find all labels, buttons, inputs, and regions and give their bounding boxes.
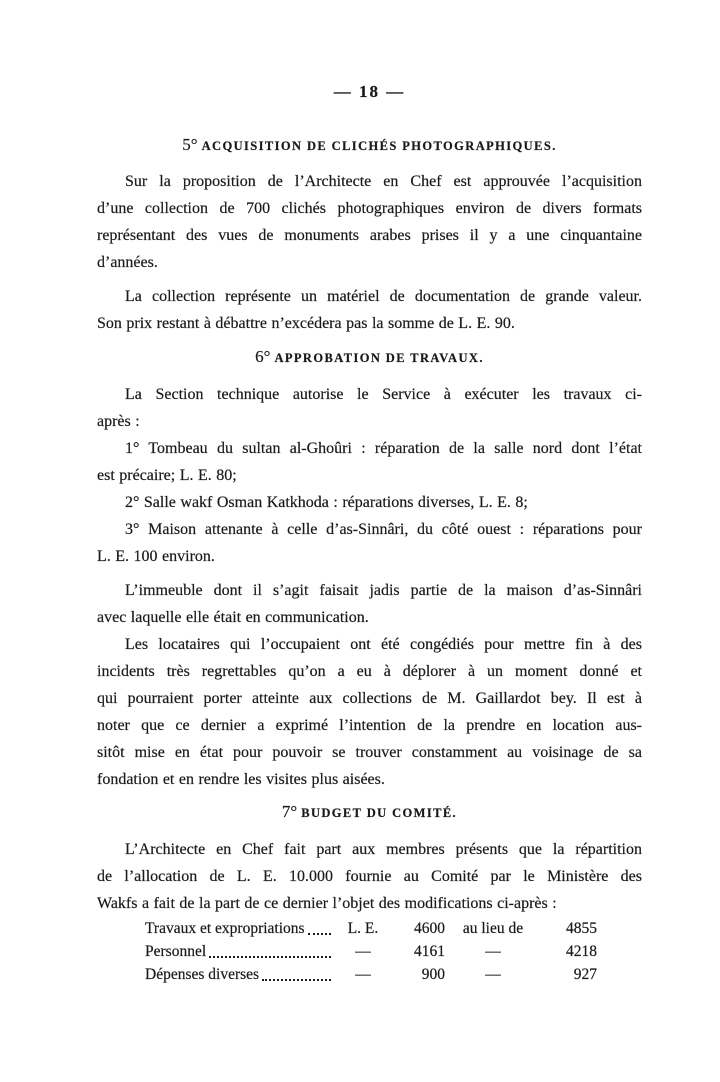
paragraph-line: noter que ce dernier a exprimé l’intention de la prendre en location aus- [97,717,642,734]
section-7-number: 7° [281,802,298,821]
paragraph-line: représentant des vues de monuments arabes prises il y a une cinquantaine [97,227,642,244]
paragraph-line: 3° Maison attenante à celle d’as-Sinnâri, du côté ouest : réparations pour [125,521,642,538]
paragraph-line: L. E. 100 environ. [97,548,215,565]
currency-unit: — [355,966,371,983]
works-item-2 [97,489,642,516]
section-6-title: APPROBATION DE TRAVAUX. [274,351,484,365]
paragraph-line: sitôt mise en état pour pouvoir se trouver constamment au voisinage de sa [97,744,642,761]
budget-row [145,940,597,963]
paragraph-line: La Section technique autorise le Service à exécuter les travaux ci- [125,386,642,403]
currency-unit: — [355,943,371,960]
connector: — [485,966,501,983]
page-number: — 18 — [333,82,406,101]
section-6-paragraph-2 [97,577,642,631]
budget-row [145,917,597,940]
paragraph-line: d’une collection de 700 clichés photographiques environ de divers formats [97,200,642,217]
currency-unit: L. E. [347,920,379,937]
amount-new: 4161 [414,943,445,960]
section-7-title: BUDGET DU COMITÉ. [301,806,458,820]
section-5-paragraph-2 [97,283,642,337]
paragraph-line: avec laquelle elle était en communication. [97,609,369,626]
paragraph-line: après : [97,413,140,430]
paragraph-line: Wakfs a fait de la part de ce dernier l’objet des modifications ci-après : [97,895,557,912]
amount-new: 4600 [414,920,445,937]
section-7-heading [97,802,642,823]
section-5-heading [97,135,642,156]
paragraph-line: de l’allocation de L. E. 10.000 fournie au Comité par le Ministère des [97,868,642,885]
amount-old: 927 [573,966,597,983]
paragraph-line: est précaire; L. E. 80; [97,467,237,484]
paragraph-line: 2° Salle wakf Osman Katkhoda : réparations diverses, L. E. 8; [125,494,528,511]
paragraph-line: 1° Tombeau du sultan al-Ghoûri : réparation de la salle nord dont l’état [125,440,642,457]
budget-table [145,917,597,986]
connector: — [485,943,501,960]
paragraph-line: Les locataires qui l’occupaient ont été congédiés pour mettre fin à des [125,636,642,653]
dot-leader [308,933,331,935]
section-6-paragraph-3 [97,631,642,793]
row-label: Travaux et expropriations [145,920,305,937]
paragraph-line: Son prix restant à débattre n’excédera pas la somme de L. E. 90. [97,315,515,332]
paragraph-line: Sur la proposition de l’Architecte en Chef est approuvée l’acquisition [125,173,642,190]
amount-old: 4855 [566,920,597,937]
paragraph-line: L’immeuble dont il s’agit faisait jadis partie de la maison d’as-Sinnâri [125,582,642,599]
connector: au lieu de [462,920,524,937]
paragraph-line: La collection représente un matériel de documentation de grande valeur. [125,288,642,305]
works-item-3 [97,516,642,570]
section-6-paragraph-1 [97,381,642,435]
section-5-paragraph-1 [97,168,642,276]
amount-old: 4218 [566,943,597,960]
row-label: Personnel [145,943,207,960]
amount-new: 900 [421,966,445,983]
paragraph-line: fondation et en rendre les visites plus aisées. [97,771,385,788]
section-5-number: 5° [182,135,198,154]
section-7-paragraph-1 [97,836,642,917]
dot-leader [262,979,331,981]
budget-row [145,963,597,986]
row-label: Dépenses diverses [145,966,260,983]
paragraph-line: L’Architecte en Chef fait part aux membres présents que la répartition [125,841,642,858]
paragraph-line: incidents très regrettables qu’on a eu à déplorer à un moment donné et [97,663,642,680]
page-content [97,0,642,986]
paragraph-line: qui pourraient porter atteinte aux collections de M. Gaillardot bey. Il est à [97,690,642,707]
section-6-heading [97,347,642,368]
section-5-title: ACQUISITION DE CLICHÉS PHOTOGRAPHIQUES. [201,139,557,153]
works-item-1 [97,435,642,489]
paragraph-line: d’années. [97,254,158,271]
dot-leader [209,956,331,958]
section-6-number: 6° [255,347,271,366]
